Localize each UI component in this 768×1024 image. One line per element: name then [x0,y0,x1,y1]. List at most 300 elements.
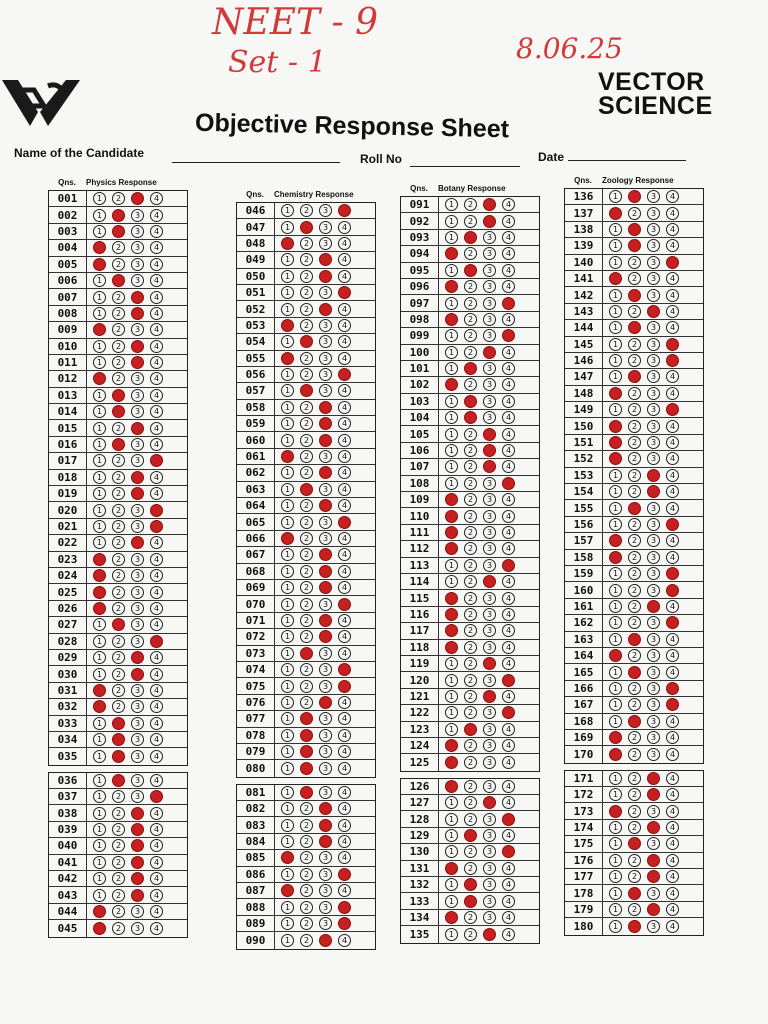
option-bubble-3[interactable]: 3 [647,649,660,662]
option-bubble-1[interactable]: 1 [445,641,458,654]
option-bubble-4[interactable]: 4 [502,657,515,670]
option-bubble-4[interactable]: 4 [338,270,351,283]
option-bubble-4[interactable]: 4 [502,559,515,572]
option-bubble-2[interactable]: 2 [628,616,641,629]
option-bubble-2[interactable]: 2 [112,774,125,787]
option-bubble-2[interactable]: 2 [112,684,125,697]
option-bubble-1[interactable]: 1 [609,903,622,916]
option-bubble-2[interactable]: 2 [300,729,313,742]
option-bubble-2[interactable]: 2 [300,417,313,430]
option-bubble-1[interactable]: 1 [93,635,106,648]
option-bubble-2[interactable]: 2 [300,466,313,479]
option-bubble-4[interactable]: 4 [338,450,351,463]
option-bubble-4[interactable]: 4 [338,819,351,832]
option-bubble-3[interactable]: 3 [483,878,496,891]
option-bubble-2[interactable]: 2 [464,231,477,244]
option-bubble-2[interactable]: 2 [464,559,477,572]
option-bubble-4[interactable]: 4 [666,920,679,933]
option-bubble-2[interactable]: 2 [300,835,313,848]
option-bubble-2[interactable]: 2 [112,872,125,885]
option-bubble-2[interactable]: 2 [464,411,477,424]
option-bubble-3[interactable]: 3 [483,247,496,260]
option-bubble-4[interactable]: 4 [338,548,351,561]
option-bubble-1[interactable]: 1 [93,372,106,385]
option-bubble-4[interactable]: 4 [666,452,679,465]
option-bubble-4[interactable]: 4 [666,436,679,449]
option-bubble-1[interactable]: 1 [609,551,622,564]
option-bubble-1[interactable]: 1 [609,239,622,252]
option-bubble-3[interactable]: 3 [647,788,660,801]
option-bubble-4[interactable]: 4 [666,633,679,646]
option-bubble-4[interactable]: 4 [666,649,679,662]
option-bubble-3[interactable]: 3 [131,733,144,746]
option-bubble-1[interactable]: 1 [93,307,106,320]
option-bubble-1[interactable]: 1 [445,329,458,342]
option-bubble-3[interactable]: 3 [647,289,660,302]
option-bubble-2[interactable]: 2 [628,502,641,515]
option-bubble-4[interactable]: 4 [666,731,679,744]
option-bubble-3[interactable]: 3 [647,600,660,613]
option-bubble-1[interactable]: 1 [445,657,458,670]
option-bubble-4[interactable]: 4 [338,483,351,496]
option-bubble-1[interactable]: 1 [445,313,458,326]
option-bubble-2[interactable]: 2 [464,657,477,670]
option-bubble-2[interactable]: 2 [464,395,477,408]
option-bubble-4[interactable]: 4 [502,510,515,523]
option-bubble-2[interactable]: 2 [300,630,313,643]
option-bubble-3[interactable]: 3 [483,624,496,637]
option-bubble-3[interactable]: 3 [647,837,660,850]
option-bubble-1[interactable]: 1 [93,750,106,763]
option-bubble-3[interactable]: 3 [647,223,660,236]
option-bubble-4[interactable]: 4 [150,684,163,697]
option-bubble-3[interactable]: 3 [483,575,496,588]
option-bubble-2[interactable]: 2 [112,372,125,385]
option-bubble-1[interactable]: 1 [93,323,106,336]
option-bubble-3[interactable]: 3 [483,928,496,941]
option-bubble-4[interactable]: 4 [502,378,515,391]
option-bubble-1[interactable]: 1 [609,748,622,761]
option-bubble-2[interactable]: 2 [300,680,313,693]
option-bubble-3[interactable]: 3 [483,329,496,342]
option-bubble-4[interactable]: 4 [666,821,679,834]
option-bubble-4[interactable]: 4 [502,313,515,326]
option-bubble-1[interactable]: 1 [609,190,622,203]
option-bubble-4[interactable]: 4 [666,534,679,547]
option-bubble-2[interactable]: 2 [628,289,641,302]
option-bubble-3[interactable]: 3 [483,608,496,621]
option-bubble-1[interactable]: 1 [281,901,294,914]
option-bubble-1[interactable]: 1 [445,231,458,244]
option-bubble-4[interactable]: 4 [666,584,679,597]
option-bubble-2[interactable]: 2 [300,352,313,365]
option-bubble-4[interactable]: 4 [502,624,515,637]
option-bubble-2[interactable]: 2 [300,581,313,594]
option-bubble-1[interactable]: 1 [93,454,106,467]
option-bubble-2[interactable]: 2 [628,403,641,416]
option-bubble-2[interactable]: 2 [112,635,125,648]
option-bubble-1[interactable]: 1 [281,499,294,512]
option-bubble-3[interactable]: 3 [647,870,660,883]
option-bubble-2[interactable]: 2 [628,420,641,433]
option-bubble-1[interactable]: 1 [445,895,458,908]
option-bubble-2[interactable]: 2 [628,387,641,400]
option-bubble-4[interactable]: 4 [150,635,163,648]
option-bubble-2[interactable]: 2 [628,788,641,801]
option-bubble-4[interactable]: 4 [150,602,163,615]
option-bubble-2[interactable]: 2 [112,823,125,836]
option-bubble-4[interactable]: 4 [502,477,515,490]
option-bubble-4[interactable]: 4 [666,715,679,728]
option-bubble-2[interactable]: 2 [112,241,125,254]
option-bubble-1[interactable]: 1 [609,666,622,679]
option-bubble-2[interactable]: 2 [112,651,125,664]
option-bubble-2[interactable]: 2 [300,516,313,529]
option-bubble-4[interactable]: 4 [338,417,351,430]
option-bubble-4[interactable]: 4 [502,813,515,826]
option-bubble-4[interactable]: 4 [502,780,515,793]
option-bubble-4[interactable]: 4 [666,469,679,482]
option-bubble-4[interactable]: 4 [150,438,163,451]
option-bubble-4[interactable]: 4 [150,569,163,582]
option-bubble-2[interactable]: 2 [628,584,641,597]
option-bubble-1[interactable]: 1 [445,411,458,424]
option-bubble-3[interactable]: 3 [131,774,144,787]
option-bubble-3[interactable]: 3 [483,428,496,441]
option-bubble-2[interactable]: 2 [300,565,313,578]
option-bubble-2[interactable]: 2 [112,839,125,852]
option-bubble-2[interactable]: 2 [112,569,125,582]
option-bubble-4[interactable]: 4 [666,289,679,302]
option-bubble-3[interactable]: 3 [319,221,332,234]
option-bubble-2[interactable]: 2 [464,477,477,490]
option-bubble-3[interactable]: 3 [319,286,332,299]
option-bubble-3[interactable]: 3 [319,253,332,266]
option-bubble-3[interactable]: 3 [647,338,660,351]
option-bubble-3[interactable]: 3 [483,674,496,687]
option-bubble-1[interactable]: 1 [281,868,294,881]
option-bubble-2[interactable]: 2 [112,668,125,681]
option-bubble-3[interactable]: 3 [131,922,144,935]
option-bubble-3[interactable]: 3 [131,700,144,713]
option-bubble-3[interactable]: 3 [131,905,144,918]
option-bubble-4[interactable]: 4 [150,471,163,484]
option-bubble-4[interactable]: 4 [666,420,679,433]
option-bubble-2[interactable]: 2 [300,802,313,815]
option-bubble-4[interactable]: 4 [150,274,163,287]
option-bubble-1[interactable]: 1 [609,420,622,433]
option-bubble-4[interactable]: 4 [150,209,163,222]
option-bubble-3[interactable]: 3 [131,839,144,852]
option-bubble-3[interactable]: 3 [131,889,144,902]
option-bubble-2[interactable]: 2 [464,706,477,719]
option-bubble-2[interactable]: 2 [464,780,477,793]
option-bubble-3[interactable]: 3 [647,772,660,785]
option-bubble-4[interactable]: 4 [502,247,515,260]
option-bubble-1[interactable]: 1 [93,774,106,787]
option-bubble-4[interactable]: 4 [338,802,351,815]
option-bubble-1[interactable]: 1 [445,215,458,228]
option-bubble-2[interactable]: 2 [112,520,125,533]
option-bubble-2[interactable]: 2 [464,796,477,809]
option-bubble-3[interactable]: 3 [131,291,144,304]
option-bubble-3[interactable]: 3 [131,389,144,402]
option-bubble-2[interactable]: 2 [464,280,477,293]
option-bubble-2[interactable]: 2 [112,586,125,599]
option-bubble-3[interactable]: 3 [647,354,660,367]
option-bubble-3[interactable]: 3 [647,321,660,334]
option-bubble-2[interactable]: 2 [464,641,477,654]
option-bubble-4[interactable]: 4 [150,668,163,681]
option-bubble-4[interactable]: 4 [502,329,515,342]
option-bubble-2[interactable]: 2 [464,895,477,908]
option-bubble-4[interactable]: 4 [666,772,679,785]
option-bubble-1[interactable]: 1 [445,862,458,875]
option-bubble-3[interactable]: 3 [131,717,144,730]
option-bubble-4[interactable]: 4 [502,395,515,408]
option-bubble-3[interactable]: 3 [319,483,332,496]
option-bubble-4[interactable]: 4 [666,272,679,285]
option-bubble-1[interactable]: 1 [609,518,622,531]
option-bubble-3[interactable]: 3 [319,901,332,914]
option-bubble-3[interactable]: 3 [483,756,496,769]
option-bubble-3[interactable]: 3 [319,745,332,758]
option-bubble-2[interactable]: 2 [464,624,477,637]
option-bubble-3[interactable]: 3 [647,403,660,416]
option-bubble-1[interactable]: 1 [281,884,294,897]
option-bubble-3[interactable]: 3 [647,633,660,646]
option-bubble-1[interactable]: 1 [93,839,106,852]
option-bubble-2[interactable]: 2 [300,598,313,611]
option-bubble-3[interactable]: 3 [647,452,660,465]
option-bubble-1[interactable]: 1 [281,934,294,947]
option-bubble-2[interactable]: 2 [112,790,125,803]
option-bubble-4[interactable]: 4 [338,712,351,725]
option-bubble-4[interactable]: 4 [338,368,351,381]
option-bubble-3[interactable]: 3 [131,618,144,631]
option-bubble-3[interactable]: 3 [131,823,144,836]
option-bubble-2[interactable]: 2 [112,422,125,435]
option-bubble-4[interactable]: 4 [666,223,679,236]
option-bubble-4[interactable]: 4 [150,323,163,336]
option-bubble-2[interactable]: 2 [628,715,641,728]
option-bubble-1[interactable]: 1 [281,204,294,217]
option-bubble-1[interactable]: 1 [281,352,294,365]
option-bubble-2[interactable]: 2 [628,272,641,285]
option-bubble-1[interactable]: 1 [445,911,458,924]
option-bubble-3[interactable]: 3 [131,225,144,238]
option-bubble-2[interactable]: 2 [628,682,641,695]
option-bubble-2[interactable]: 2 [112,323,125,336]
option-bubble-2[interactable]: 2 [628,633,641,646]
option-bubble-4[interactable]: 4 [338,696,351,709]
option-bubble-2[interactable]: 2 [464,313,477,326]
option-bubble-1[interactable]: 1 [609,821,622,834]
option-bubble-1[interactable]: 1 [281,253,294,266]
option-bubble-3[interactable]: 3 [647,534,660,547]
option-bubble-4[interactable]: 4 [338,663,351,676]
option-bubble-2[interactable]: 2 [628,854,641,867]
option-bubble-3[interactable]: 3 [319,516,332,529]
option-bubble-3[interactable]: 3 [483,739,496,752]
option-bubble-2[interactable]: 2 [628,321,641,334]
option-bubble-3[interactable]: 3 [483,510,496,523]
option-bubble-3[interactable]: 3 [483,264,496,277]
option-bubble-3[interactable]: 3 [131,307,144,320]
option-bubble-1[interactable]: 1 [609,616,622,629]
option-bubble-1[interactable]: 1 [281,581,294,594]
option-bubble-2[interactable]: 2 [628,837,641,850]
option-bubble-4[interactable]: 4 [502,756,515,769]
option-bubble-1[interactable]: 1 [445,780,458,793]
option-bubble-4[interactable]: 4 [338,835,351,848]
option-bubble-1[interactable]: 1 [93,905,106,918]
option-bubble-3[interactable]: 3 [131,807,144,820]
option-bubble-2[interactable]: 2 [628,436,641,449]
option-bubble-4[interactable]: 4 [338,868,351,881]
option-bubble-1[interactable]: 1 [93,856,106,869]
option-bubble-1[interactable]: 1 [93,700,106,713]
option-bubble-2[interactable]: 2 [464,444,477,457]
option-bubble-3[interactable]: 3 [483,280,496,293]
option-bubble-2[interactable]: 2 [464,329,477,342]
option-bubble-2[interactable]: 2 [300,868,313,881]
option-bubble-2[interactable]: 2 [464,264,477,277]
option-bubble-2[interactable]: 2 [112,438,125,451]
option-bubble-2[interactable]: 2 [112,192,125,205]
option-bubble-3[interactable]: 3 [483,362,496,375]
option-bubble-4[interactable]: 4 [666,190,679,203]
option-bubble-2[interactable]: 2 [300,647,313,660]
option-bubble-1[interactable]: 1 [93,889,106,902]
option-bubble-2[interactable]: 2 [628,485,641,498]
option-bubble-4[interactable]: 4 [150,905,163,918]
option-bubble-1[interactable]: 1 [445,928,458,941]
option-bubble-3[interactable]: 3 [483,723,496,736]
option-bubble-3[interactable]: 3 [319,630,332,643]
option-bubble-1[interactable]: 1 [93,487,106,500]
option-bubble-4[interactable]: 4 [338,204,351,217]
option-bubble-3[interactable]: 3 [647,616,660,629]
option-bubble-3[interactable]: 3 [319,680,332,693]
option-bubble-2[interactable]: 2 [628,469,641,482]
option-bubble-2[interactable]: 2 [300,696,313,709]
option-bubble-4[interactable]: 4 [666,788,679,801]
option-bubble-4[interactable]: 4 [150,750,163,763]
option-bubble-4[interactable]: 4 [338,466,351,479]
option-bubble-4[interactable]: 4 [502,829,515,842]
option-bubble-2[interactable]: 2 [628,207,641,220]
option-bubble-1[interactable]: 1 [445,559,458,572]
option-bubble-4[interactable]: 4 [150,807,163,820]
option-bubble-2[interactable]: 2 [300,335,313,348]
option-bubble-1[interactable]: 1 [609,338,622,351]
option-bubble-4[interactable]: 4 [338,319,351,332]
option-bubble-4[interactable]: 4 [666,354,679,367]
option-bubble-4[interactable]: 4 [666,518,679,531]
option-bubble-2[interactable]: 2 [112,225,125,238]
option-bubble-2[interactable]: 2 [300,450,313,463]
option-bubble-2[interactable]: 2 [112,504,125,517]
option-bubble-4[interactable]: 4 [502,641,515,654]
option-bubble-3[interactable]: 3 [131,586,144,599]
option-bubble-3[interactable]: 3 [131,504,144,517]
option-bubble-1[interactable]: 1 [93,356,106,369]
option-bubble-3[interactable]: 3 [483,796,496,809]
option-bubble-3[interactable]: 3 [319,819,332,832]
option-bubble-4[interactable]: 4 [666,600,679,613]
option-bubble-3[interactable]: 3 [483,862,496,875]
option-bubble-1[interactable]: 1 [445,706,458,719]
option-bubble-3[interactable]: 3 [319,868,332,881]
option-bubble-1[interactable]: 1 [609,469,622,482]
option-bubble-4[interactable]: 4 [502,526,515,539]
option-bubble-1[interactable]: 1 [609,649,622,662]
option-bubble-2[interactable]: 2 [300,917,313,930]
option-bubble-3[interactable]: 3 [483,706,496,719]
option-bubble-1[interactable]: 1 [93,823,106,836]
option-bubble-1[interactable]: 1 [445,198,458,211]
option-bubble-4[interactable]: 4 [502,674,515,687]
option-bubble-3[interactable]: 3 [131,372,144,385]
option-bubble-4[interactable]: 4 [666,321,679,334]
option-bubble-3[interactable]: 3 [647,715,660,728]
option-bubble-4[interactable]: 4 [338,335,351,348]
option-bubble-1[interactable]: 1 [281,434,294,447]
option-bubble-4[interactable]: 4 [150,856,163,869]
option-bubble-1[interactable]: 1 [609,920,622,933]
option-bubble-2[interactable]: 2 [300,786,313,799]
option-bubble-1[interactable]: 1 [281,286,294,299]
option-bubble-3[interactable]: 3 [131,438,144,451]
option-bubble-4[interactable]: 4 [666,666,679,679]
option-bubble-1[interactable]: 1 [445,247,458,260]
option-bubble-3[interactable]: 3 [647,698,660,711]
option-bubble-1[interactable]: 1 [445,592,458,605]
option-bubble-4[interactable]: 4 [502,592,515,605]
option-bubble-3[interactable]: 3 [647,518,660,531]
option-bubble-3[interactable]: 3 [131,684,144,697]
option-bubble-2[interactable]: 2 [628,256,641,269]
option-bubble-1[interactable]: 1 [93,241,106,254]
option-bubble-2[interactable]: 2 [464,608,477,621]
option-bubble-1[interactable]: 1 [281,417,294,430]
option-bubble-4[interactable]: 4 [338,286,351,299]
option-bubble-1[interactable]: 1 [281,696,294,709]
option-bubble-1[interactable]: 1 [93,922,106,935]
option-bubble-3[interactable]: 3 [319,450,332,463]
option-bubble-1[interactable]: 1 [609,534,622,547]
option-bubble-3[interactable]: 3 [131,274,144,287]
option-bubble-1[interactable]: 1 [93,471,106,484]
option-bubble-4[interactable]: 4 [666,805,679,818]
option-bubble-3[interactable]: 3 [647,370,660,383]
option-bubble-3[interactable]: 3 [319,712,332,725]
option-bubble-4[interactable]: 4 [150,372,163,385]
option-bubble-4[interactable]: 4 [150,717,163,730]
option-bubble-2[interactable]: 2 [300,368,313,381]
option-bubble-2[interactable]: 2 [464,928,477,941]
option-bubble-4[interactable]: 4 [150,536,163,549]
option-bubble-2[interactable]: 2 [464,460,477,473]
option-bubble-3[interactable]: 3 [647,731,660,744]
option-bubble-4[interactable]: 4 [502,346,515,359]
option-bubble-4[interactable]: 4 [338,614,351,627]
option-bubble-1[interactable]: 1 [281,270,294,283]
option-bubble-2[interactable]: 2 [464,297,477,310]
option-bubble-4[interactable]: 4 [502,362,515,375]
option-bubble-1[interactable]: 1 [609,870,622,883]
